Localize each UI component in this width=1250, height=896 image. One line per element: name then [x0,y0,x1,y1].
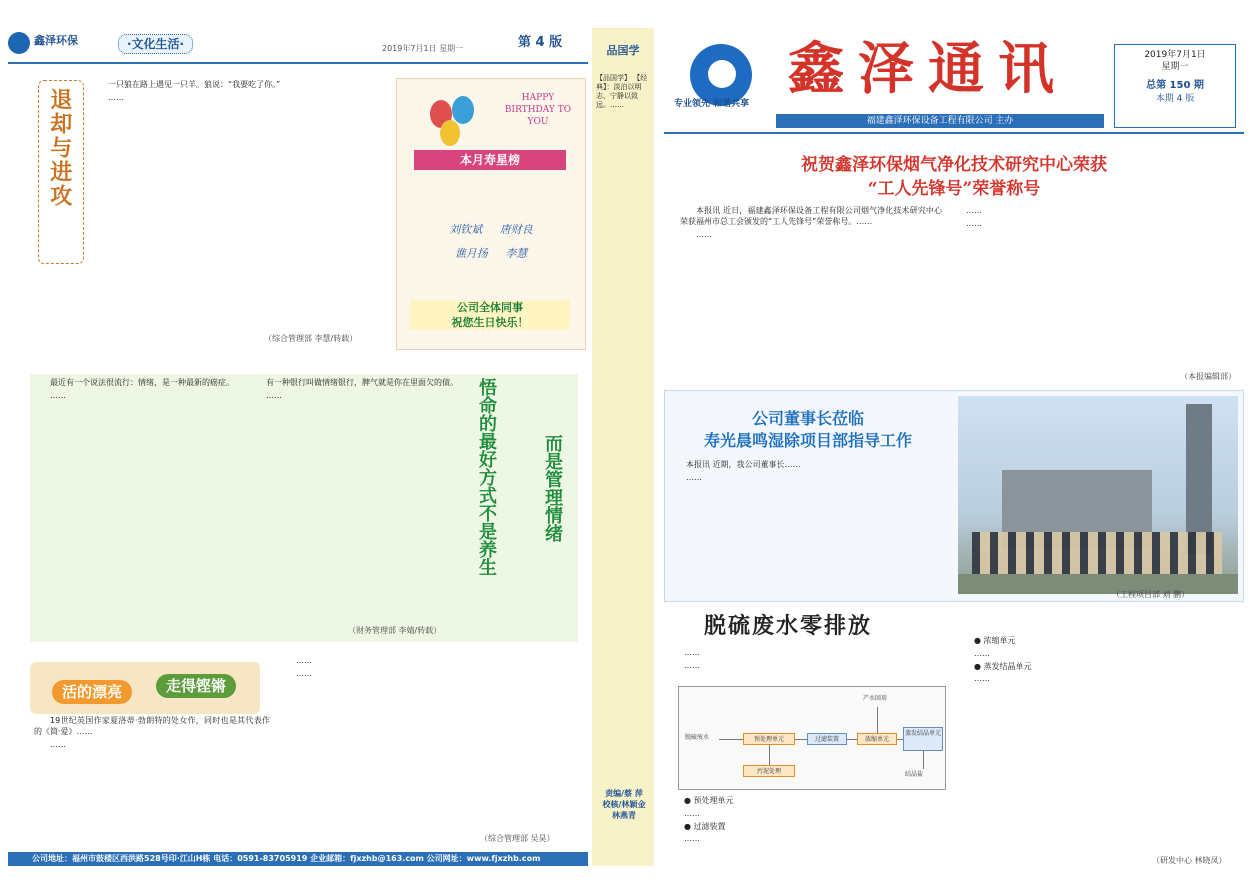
story3-paragraph: …… [296,656,312,665]
balloon-icon [440,120,460,146]
masthead-slogan: 专业领先 和谐共享 [674,99,750,109]
story3-title: 活的漂亮 [52,680,132,704]
flow-arrow [877,707,878,733]
flow-arrow [795,739,807,740]
story1-title: 退却与进攻 [46,88,73,208]
flow-box-evap: 蒸发结晶单元 [903,727,943,751]
story1-credit: （综合管理部 李慧/转载） [264,334,358,343]
issue-page: 本期 4 版 [1155,93,1195,104]
flow-label-product: 产水回用 [863,695,888,702]
photo-ground [958,574,1238,594]
story2-paragraph: …… [266,390,282,400]
company-name: 鑫泽环保 [34,35,78,47]
guoxue-title: 品国学 [606,44,640,57]
flow-box-filter: 过滤装置 [807,733,847,745]
masthead-divider [664,132,1244,134]
story2-subtitle: 而是管理情绪 [542,434,563,542]
story2-column [250,378,460,636]
story1-body [92,80,392,332]
process-flow-diagram [678,686,946,790]
masthead-title: 鑫泽通讯 [788,36,1068,102]
story6-paragraph: …… [974,674,990,684]
story3-title: 走得铿锵 [156,674,236,698]
story2-column [34,378,242,636]
birthday-name: 刘钦斌 [449,223,483,236]
birthday-name: 李慧 [505,247,528,260]
story1-paragraph: 一只狼在路上遇见一只羊。狼说：“我要吃了你。” [108,80,281,89]
story6-paragraph: ● 浓缩单元 [974,636,1016,645]
story6-title: 脱硫废水零排放 [704,613,873,639]
issue-date: 2019年7月1日 [1144,50,1206,60]
story1-paragraph: …… [108,92,124,102]
guoxue-body: 【品国学】 【经典】：淡泊以明志，宁静以致远。…… [596,74,648,109]
editor-credits: 责编/蔡 萍 校核/林颖金 林燕青 [602,789,646,820]
lead-paragraph: …… [966,218,982,228]
birthday-name: 唐财良 [499,223,533,236]
story3-credit: （综合管理部 吴昊） [480,834,555,843]
story5-caption: （工程项目部 刘 鹏） [1112,590,1190,599]
lead-paragraph: 本报讯 近日，福建鑫泽环保设备工程有限公司烟气净化技术研究中心荣获福州市总工会颁发的“工人先锋号”荣誉称号。…… [680,206,942,226]
issue-weekday: 星期一 [1161,62,1189,73]
story2-paragraph: 最近有一个说法很流行：情绪，是一种最新的癌症。 [50,378,234,387]
lead-paragraph: …… [696,229,712,239]
photo-people [972,532,1222,576]
story2-paragraph: …… [50,390,66,400]
flow-arrow [923,751,924,769]
birthday-names [416,218,566,266]
story5-title: 寿光晨鸣湿除项目部指导工作 [703,431,912,450]
masthead-publisher: 福建鑫泽环保设备工程有限公司 主办 [776,114,1104,128]
flow-box-pre: 预处理单元 [743,733,795,745]
birthday-wish-line: 祝您生日快乐！ [451,316,529,329]
story3-paragraph: 19世纪英国作家夏洛蒂·勃朗特的处女作，同时也是其代表作的《简·爱》…… [34,716,270,736]
story5-body [670,460,944,594]
flow-label-salt: 结晶盐 [905,771,924,778]
issue-info [1114,44,1236,128]
story6-paragraph: …… [684,808,700,818]
story3-paragraph: …… [296,668,312,678]
birthday-name: 谯月扬 [454,247,488,260]
story6-credit: （研发中心 林晓凤） [1152,856,1227,865]
lead-column [950,206,1226,374]
lead-title: 祝贺鑫泽环保烟气净化技术研究中心荣获 [801,155,1107,175]
birthday-wish [410,300,570,330]
flow-arrow [719,739,743,740]
story6-paragraph: ● 过滤装置 [684,821,726,831]
story6-paragraph: …… [684,834,700,844]
story3-column [34,716,270,844]
birthday-wish-line: 公司全体同事 [457,301,523,314]
lead-credit: （本报编辑部） [1180,372,1236,381]
story3-paragraph: …… [50,739,66,749]
flow-box-conc: 浓缩单元 [857,733,897,745]
story6-paragraph: …… [684,648,700,657]
story2-title: 悟命的最好方式不是养生 [476,378,497,576]
masthead-logo-icon [708,60,736,88]
story6-paragraph: …… [974,648,990,658]
lead-column [680,206,942,374]
company-logo-icon [8,32,30,54]
story5-title: 公司董事长莅临 [751,409,864,428]
balloon-icon [452,96,474,124]
issue-total: 总第 150 期 [1146,80,1204,92]
story5-paragraph: 本报讯 近期，我公司董事长…… [686,460,801,469]
story6-column [958,636,1240,850]
page-footer: 公司地址：福州市鼓楼区西洪路528号印·江山H栋 电话：0591-83705919 企业邮箱：fjxzhb@163.com 公司网址：www.fjxzhb.com [8,852,588,866]
flow-arrow [769,745,770,765]
story6-column [668,796,948,866]
story6-paragraph: ● 预处理单元 [684,796,734,805]
story6-intro [668,648,948,684]
page-number: 第 4 版 [518,35,563,50]
story2-credit: （财务管理部 李婧/转载） [348,626,442,635]
flow-label-raw: 脱硫废水 [685,734,710,741]
story2-paragraph: 有一种银行叫做情绪银行，脾气就是你在里面欠的债。 [266,378,458,387]
page-date: 2019年7月1日 星期一 [382,44,464,53]
story6-paragraph: ● 蒸发结晶单元 [974,661,1032,671]
flow-box-sludge: 污泥处理 [743,765,795,777]
story6-paragraph: …… [684,660,700,670]
left-page-header [8,28,588,64]
flow-arrow [847,739,857,740]
birthday-card-text: HAPPY BIRTHDAY TO YOU [504,93,572,128]
story5-paragraph: …… [686,472,702,482]
story3-column [280,656,580,844]
birthday-banner: 本月寿星榜 [414,150,566,170]
lead-title: “工人先锋号”荣誉称号 [867,179,1041,199]
lead-paragraph: …… [966,206,982,215]
section-title: ·文化生活· [118,34,193,54]
